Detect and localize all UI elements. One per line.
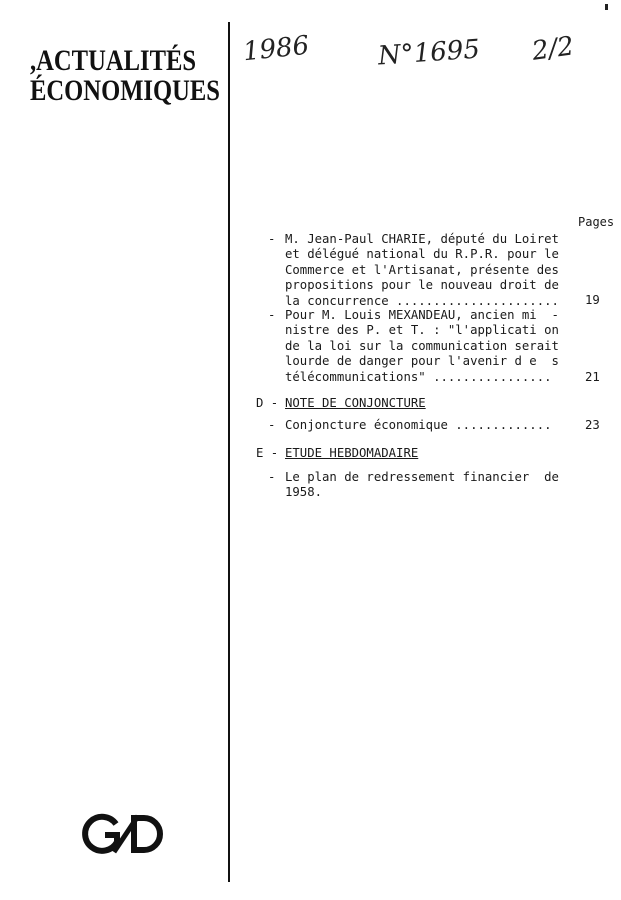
handwritten-year: 1986 xyxy=(241,30,311,68)
handwritten-number: N°1695 xyxy=(377,34,481,72)
entry-page-charie: 19 xyxy=(585,293,600,307)
gd-logo-icon xyxy=(78,812,174,856)
corner-mark xyxy=(605,4,608,10)
masthead-line-1: ,ACTUALITÉS xyxy=(30,44,197,77)
entry-text-charie: M. Jean-Paul CHARIE, député du Loiret et délégué national du R.P.R. pour le Commerce et l'Artisanat, présente des propositions pour le nouveau droit de la concurrence ...................... xyxy=(285,232,559,308)
entry-dash: - xyxy=(268,308,276,322)
entry-text-conjoncture: Conjoncture économique ............. xyxy=(285,418,552,432)
section-title-e: ETUDE HEBDOMADAIRE xyxy=(285,446,419,460)
entry-text-redressement: Le plan de redressement financier de 1958. xyxy=(285,470,559,500)
entry-dash: - xyxy=(268,470,276,484)
handwritten-part: 2/2 xyxy=(530,31,576,67)
entry-text-mexandeau: Pour M. Louis MEXANDEAU, ancien mi - nistre des P. et T. : "l'applicati on de la loi sur la communication serait lourde de danger pour l'avenir d e s télécommunications" ................ xyxy=(285,308,559,384)
section-letter-d: D - xyxy=(256,396,279,410)
masthead-line-2: ÉCONOMIQUES xyxy=(30,74,220,107)
section-title-d: NOTE DE CONJONCTURE xyxy=(285,396,426,410)
entry-dash: - xyxy=(268,418,276,432)
pages-column-header: Pages xyxy=(578,215,615,229)
entry-page-mexandeau: 21 xyxy=(585,370,600,384)
entry-dash: - xyxy=(268,232,276,246)
entry-page-conjoncture: 23 xyxy=(585,418,600,432)
masthead-title xyxy=(30,44,220,107)
section-letter-e: E - xyxy=(256,446,279,460)
vertical-divider xyxy=(228,22,230,882)
